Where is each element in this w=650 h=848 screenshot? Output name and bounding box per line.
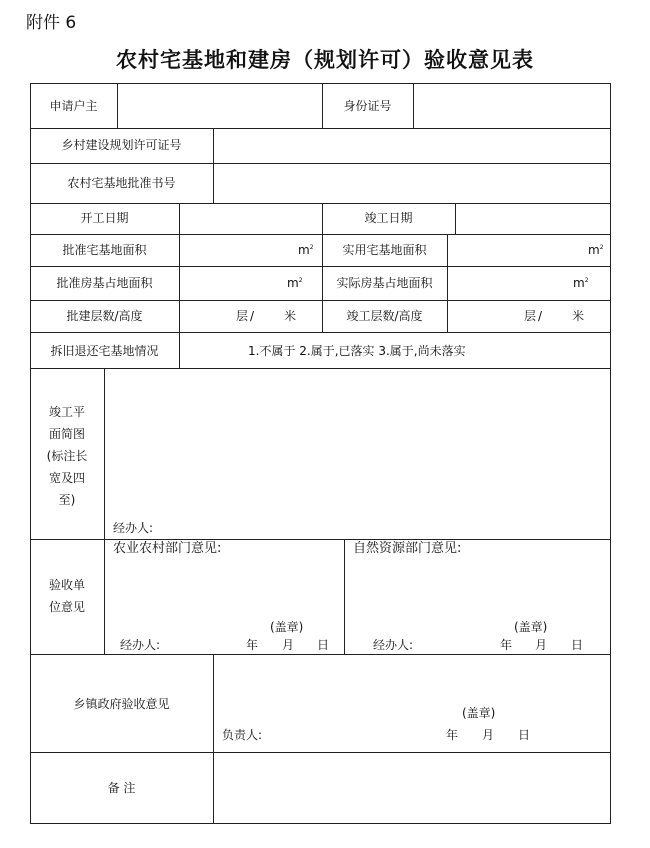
old-site-options[interactable]: 1.不属于 2.属于,已落实 3.属于,尚未落实 bbox=[248, 344, 466, 358]
label-plan-drawing: 竣工平 面简图 (标注长 宽及四 至) bbox=[46, 405, 88, 507]
row-divider bbox=[30, 332, 611, 333]
nature-dept-day: 日 bbox=[571, 638, 584, 652]
agri-dept-seal: (盖章) bbox=[270, 620, 304, 634]
plan-handler: 经办人: bbox=[113, 521, 154, 535]
label-finish-date: 竣工日期 bbox=[364, 211, 413, 225]
start-date-field[interactable] bbox=[180, 204, 321, 233]
nature-dept-handler: 经办人: bbox=[373, 638, 414, 652]
unit-m2: $m^2$ bbox=[298, 243, 314, 257]
attachment-label: 附件 6 bbox=[26, 13, 77, 33]
label-applicant: 申请户主 bbox=[49, 99, 98, 113]
agri-dept-handler: 经办人: bbox=[120, 638, 161, 652]
township-opinion[interactable] bbox=[214, 655, 610, 705]
label-actual-site-area: 实用宅基地面积 bbox=[342, 243, 427, 257]
finish-date-field[interactable] bbox=[456, 204, 610, 233]
unit-floor: 层 bbox=[524, 309, 537, 323]
applicant-field[interactable] bbox=[118, 84, 321, 127]
approval-no-field[interactable] bbox=[214, 164, 610, 202]
township-responsible: 负责人: bbox=[222, 728, 263, 742]
nature-dept-year: 年 bbox=[500, 638, 513, 652]
township-month: 月 bbox=[482, 728, 495, 742]
unit-m2: $m^2$ bbox=[287, 276, 303, 290]
slash-separator: / bbox=[538, 309, 543, 323]
label-approved-floors: 批建层数/高度 bbox=[66, 309, 143, 323]
label-remarks: 备 注 bbox=[107, 781, 136, 795]
plan-drawing-area[interactable] bbox=[105, 369, 610, 521]
nature-dept-opinion[interactable] bbox=[345, 558, 610, 618]
unit-m2: $m^2$ bbox=[573, 276, 589, 290]
agri-dept-opinion[interactable] bbox=[105, 558, 343, 618]
nature-dept-month: 月 bbox=[535, 638, 548, 652]
agri-dept-day: 日 bbox=[317, 638, 330, 652]
row-divider bbox=[30, 234, 611, 235]
permit-no-field[interactable] bbox=[214, 129, 610, 162]
agri-dept-year: 年 bbox=[246, 638, 259, 652]
label-start-date: 开工日期 bbox=[80, 211, 129, 225]
remarks-field[interactable] bbox=[214, 753, 610, 823]
label-acceptance-unit: 验收单 位意见 bbox=[48, 578, 85, 614]
township-day: 日 bbox=[518, 728, 531, 742]
label-township: 乡镇政府验收意见 bbox=[73, 697, 170, 711]
slash-separator: / bbox=[250, 309, 255, 323]
label-finished-floors: 竣工层数/高度 bbox=[346, 309, 423, 323]
unit-floor: 层 bbox=[236, 309, 249, 323]
township-seal: (盖章) bbox=[462, 706, 496, 720]
agri-dept-title: 农业农村部门意见: bbox=[113, 541, 222, 556]
unit-m2: $m^2$ bbox=[588, 243, 604, 257]
agri-dept-month: 月 bbox=[282, 638, 295, 652]
row-divider bbox=[30, 266, 611, 267]
label-actual-floor-area: 实际房基占地面积 bbox=[336, 276, 433, 290]
label-approval-no: 农村宅基地批准书号 bbox=[67, 176, 176, 190]
label-approved-floor-area: 批准房基占地面积 bbox=[56, 276, 153, 290]
row-divider bbox=[30, 539, 611, 540]
page-title: 农村宅基地和建房（规划许可）验收意见表 bbox=[116, 48, 534, 72]
unit-meter: 米 bbox=[284, 309, 297, 323]
unit-meter: 米 bbox=[572, 309, 585, 323]
nature-dept-seal: (盖章) bbox=[514, 620, 548, 634]
id-number-field[interactable] bbox=[414, 84, 610, 127]
label-old-site-return: 拆旧退还宅基地情况 bbox=[50, 344, 159, 358]
label-permit-no: 乡村建设规划许可证号 bbox=[61, 138, 182, 152]
label-approved-site-area: 批准宅基地面积 bbox=[62, 243, 147, 257]
nature-dept-title: 自然资源部门意见: bbox=[353, 541, 462, 556]
row-divider bbox=[30, 300, 611, 301]
col-divider bbox=[447, 234, 448, 332]
label-id-number: 身份证号 bbox=[343, 99, 392, 113]
township-year: 年 bbox=[446, 728, 459, 742]
